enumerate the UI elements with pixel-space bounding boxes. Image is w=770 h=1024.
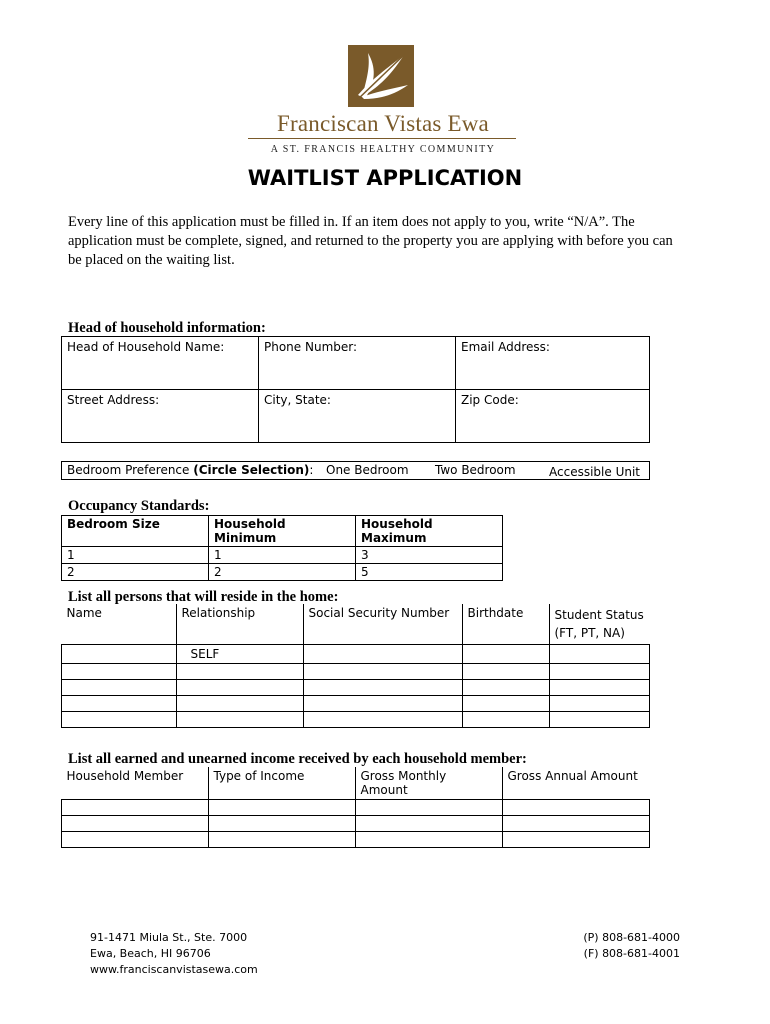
person-cell[interactable] xyxy=(303,680,462,696)
person-cell[interactable] xyxy=(549,696,650,712)
phone-number: (P) 808-681-4000 xyxy=(583,931,680,944)
brand-tagline: A ST. FRANCIS HEALTHY COMMUNITY xyxy=(270,144,496,155)
income-cell[interactable] xyxy=(502,832,650,848)
person-cell[interactable] xyxy=(303,664,462,680)
option-one-bedroom[interactable]: One Bedroom xyxy=(326,463,409,477)
person-cell[interactable] xyxy=(549,645,650,664)
city-state-field[interactable] xyxy=(259,390,456,443)
persons-header: Birthdate xyxy=(462,604,549,645)
person-cell[interactable] xyxy=(62,645,177,664)
table-row xyxy=(62,645,650,664)
person-cell[interactable] xyxy=(62,664,177,680)
phone-field[interactable] xyxy=(259,337,456,390)
income-cell[interactable] xyxy=(62,800,209,816)
bedroom-preference-row xyxy=(61,461,650,480)
person-cell[interactable] xyxy=(176,712,303,728)
address-line-2: Ewa, Beach, HI 96706 xyxy=(90,947,211,960)
income-cell[interactable] xyxy=(502,800,650,816)
option-two-bedroom[interactable]: Two Bedroom xyxy=(435,463,516,477)
income-cell[interactable] xyxy=(355,832,502,848)
table-row xyxy=(62,564,503,581)
income-cell[interactable] xyxy=(208,816,355,832)
table-row xyxy=(62,832,650,848)
person-cell[interactable]: SELF xyxy=(176,645,303,664)
website-link[interactable]: www.franciscanvistasewa.com xyxy=(90,963,258,976)
person-cell[interactable] xyxy=(303,645,462,664)
person-cell[interactable] xyxy=(62,680,177,696)
persons-header: Relationship xyxy=(176,604,303,645)
footer-address xyxy=(90,930,258,978)
occupancy-cell: 1 xyxy=(62,547,209,564)
income-table xyxy=(61,767,650,848)
city-state-label: City, State: xyxy=(264,393,331,407)
brand-name: Franciscan Vistas Ewa xyxy=(277,111,489,136)
person-cell[interactable] xyxy=(176,680,303,696)
street-field[interactable] xyxy=(62,390,259,443)
persons-header: Student Status (FT, PT, NA) xyxy=(549,604,650,645)
income-cell[interactable] xyxy=(62,816,209,832)
occupancy-header: Household Maximum xyxy=(356,516,503,547)
persons-header: Social Security Number xyxy=(303,604,462,645)
person-cell[interactable] xyxy=(303,696,462,712)
email-label: Email Address: xyxy=(461,340,550,354)
occupancy-cell: 5 xyxy=(356,564,503,581)
table-row xyxy=(62,800,650,816)
name-field[interactable] xyxy=(62,337,259,390)
head-of-household-table xyxy=(61,336,650,443)
option-accessible-unit[interactable]: Accessible Unit xyxy=(549,465,640,479)
zip-label: Zip Code: xyxy=(461,393,519,407)
person-cell[interactable] xyxy=(549,712,650,728)
phone-label: Phone Number: xyxy=(264,340,358,354)
person-cell[interactable] xyxy=(62,696,177,712)
persons-header: Name xyxy=(62,604,177,645)
occupancy-header: Household Minimum xyxy=(209,516,356,547)
person-cell[interactable] xyxy=(462,696,549,712)
intro-paragraph: Every line of this application must be filled in. If an item does not apply to you, write “N/A”. The application must be complete, signed, and returned to the property you are applying with before you can be placed on the waiting list. xyxy=(68,214,673,268)
section-heading-income: List all earned and unearned income received by each household member: xyxy=(68,751,527,767)
person-cell[interactable] xyxy=(549,664,650,680)
income-header: Gross Annual Amount xyxy=(502,767,650,800)
fax-number: (F) 808-681-4001 xyxy=(583,947,680,960)
street-label: Street Address: xyxy=(67,393,160,407)
persons-table xyxy=(61,604,650,728)
occupancy-cell: 1 xyxy=(209,547,356,564)
income-cell[interactable] xyxy=(355,800,502,816)
table-row xyxy=(62,696,650,712)
income-header: Type of Income xyxy=(208,767,355,800)
table-row xyxy=(62,680,650,696)
section-heading-head-of-household: Head of household information: xyxy=(68,320,266,336)
email-field[interactable] xyxy=(456,337,650,390)
occupancy-cell: 2 xyxy=(209,564,356,581)
income-cell[interactable] xyxy=(208,832,355,848)
occupancy-table xyxy=(61,515,503,581)
income-cell[interactable] xyxy=(502,816,650,832)
name-label: Head of Household Name: xyxy=(67,340,225,354)
income-header: Household Member xyxy=(62,767,209,800)
table-row xyxy=(62,547,503,564)
occupancy-cell: 3 xyxy=(356,547,503,564)
person-cell[interactable] xyxy=(462,664,549,680)
person-cell[interactable] xyxy=(462,645,549,664)
person-cell[interactable] xyxy=(62,712,177,728)
address-line-1: 91-1471 Miula St., Ste. 7000 xyxy=(90,931,248,944)
income-cell[interactable] xyxy=(355,816,502,832)
person-cell[interactable] xyxy=(549,680,650,696)
table-row xyxy=(62,816,650,832)
leaf-logo-icon xyxy=(348,45,414,107)
section-heading-persons: List all persons that will reside in the home: xyxy=(68,589,339,605)
occupancy-header: Bedroom Size xyxy=(62,516,209,547)
table-row xyxy=(62,664,650,680)
person-cell[interactable] xyxy=(303,712,462,728)
footer-contact xyxy=(560,930,680,962)
person-cell[interactable] xyxy=(176,696,303,712)
income-cell[interactable] xyxy=(62,832,209,848)
brand-divider xyxy=(248,138,516,139)
person-cell[interactable] xyxy=(176,664,303,680)
bedroom-preference-label: Bedroom Preference (Circle Selection): xyxy=(67,463,314,477)
person-cell[interactable] xyxy=(462,680,549,696)
income-cell[interactable] xyxy=(208,800,355,816)
occupancy-cell: 2 xyxy=(62,564,209,581)
table-row xyxy=(62,712,650,728)
person-cell[interactable] xyxy=(462,712,549,728)
page-title: WAITLIST APPLICATION xyxy=(247,166,523,190)
income-header: Gross Monthly Amount xyxy=(355,767,502,800)
section-heading-occupancy: Occupancy Standards: xyxy=(68,498,210,514)
zip-field[interactable] xyxy=(456,390,650,443)
